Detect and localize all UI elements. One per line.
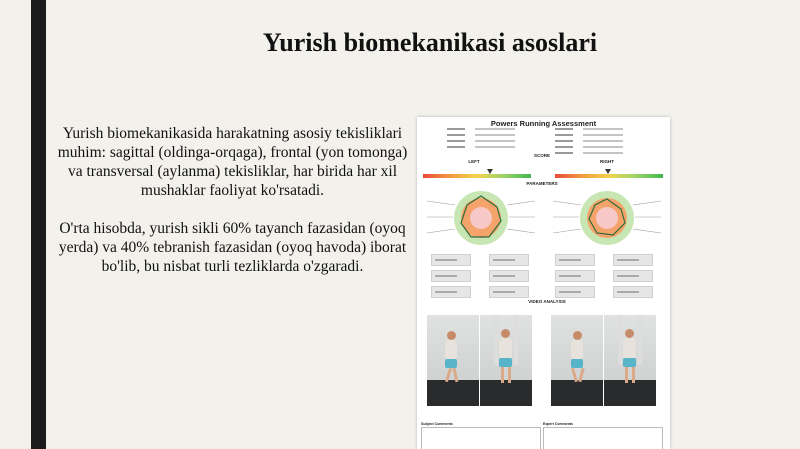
metric-box (613, 270, 653, 282)
runner-side-photo-right (551, 315, 603, 406)
expert-comments-label: Expert Comments (543, 422, 573, 426)
left-parameter-radar (425, 187, 537, 249)
slide-body (55, 124, 410, 295)
paragraph-gait-cycle: O'rta hisobda, yurish sikli 60% tayanch fazasidan (oyoq yerda) va 40% tebranish fazasidan (oyoq havoda) iborat bo'lib, bu nisbat turli tezliklarda o'zgaradi. (58, 220, 407, 275)
right-heading: RIGHT (600, 159, 614, 164)
right-parameter-radar (551, 187, 663, 249)
left-heading: LEFT (468, 159, 480, 164)
metric-box (489, 254, 529, 266)
left-score-bar (423, 174, 531, 178)
score-heading: SCORE (533, 153, 550, 158)
paragraph-planes: Yurish biomekanikasida harakatning asosiy tekisliklari muhim: sagittal (oldinga-orqaga), frontal (yon tomonga) va transversal (aylanma) tekisliklar, har birida har xil mushaklar faoliyat ko'rsatadi. (57, 125, 408, 199)
metric-box (431, 270, 471, 282)
subject-comments-box (421, 427, 541, 449)
video-analysis-heading: VIDEO ANALYSIS (528, 299, 566, 304)
metric-box (489, 270, 529, 282)
slide-title: Yurish biomekanikasi asoslari (262, 28, 598, 57)
report-title: Powers Running Assessment (490, 119, 597, 128)
running-assessment-image (417, 117, 670, 449)
left-score-marker (487, 169, 493, 174)
runner-side-photo-left (427, 315, 479, 406)
left-accent-bar (31, 0, 46, 449)
expert-comments-box (543, 427, 663, 449)
parameters-heading: PARAMETERS (526, 181, 558, 186)
subject-comments-label: Subject Comments (421, 422, 453, 426)
metric-box (613, 286, 653, 298)
runner-rear-photo-left (480, 315, 532, 406)
metric-box (555, 254, 595, 266)
metric-box (613, 254, 653, 266)
right-score-marker (605, 169, 611, 174)
metric-box (431, 286, 471, 298)
metric-box (489, 286, 529, 298)
right-score-bar (555, 174, 663, 178)
runner-rear-photo-right (604, 315, 656, 406)
metric-box (555, 270, 595, 282)
metric-box (555, 286, 595, 298)
metric-box (431, 254, 471, 266)
